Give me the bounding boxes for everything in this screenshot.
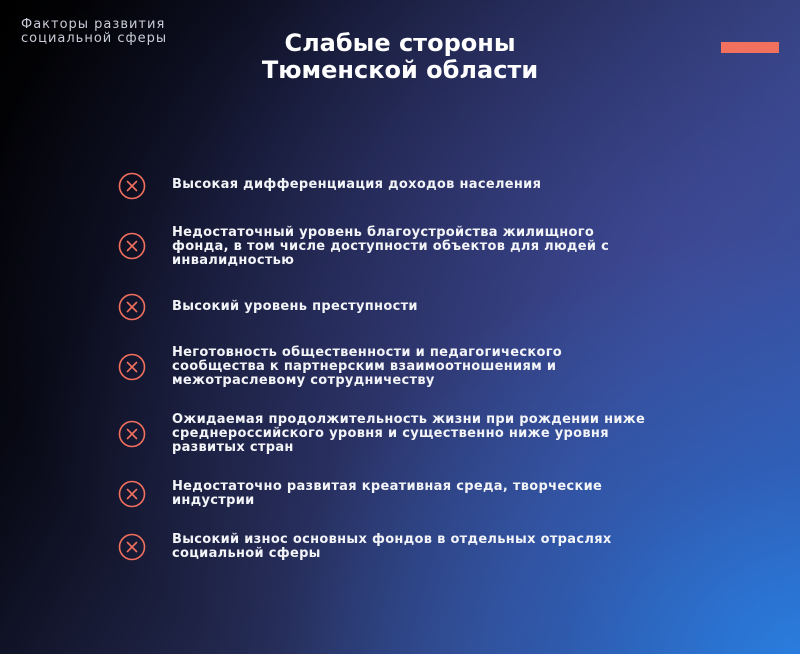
list-item-text: Недостаточный уровень благоустройства жилищного фонда, в том числе доступности объектов для людей с инвалидностью	[172, 225, 610, 268]
x-circle-icon	[118, 353, 146, 381]
brand-line-2: социальной сферы	[21, 31, 168, 46]
x-circle-icon	[118, 293, 146, 321]
brand-line-1: Факторы развития	[21, 17, 166, 32]
list-item-text: Недостаточно развитая креативная среда, творческие индустрии	[172, 479, 603, 508]
title-line-2: Тюменской области	[261, 56, 539, 84]
x-circle-icon	[118, 172, 146, 200]
weakness-list	[118, 0, 698, 654]
title-line-1: Слабые стороны	[284, 29, 516, 57]
x-circle-icon	[118, 232, 146, 260]
list-item-text: Высокий уровень преступности	[172, 299, 418, 314]
x-circle-icon	[118, 420, 146, 448]
list-item-text: Высокая дифференциация доходов населения	[172, 177, 542, 192]
list-item-text: Высокий износ основных фондов в отдельных отраслях социальной сферы	[172, 532, 612, 561]
list-item-text: Неготовность общественности и педагогического сообщества к партнерским взаимоотношениям и межотраслевому сотрудничеству	[172, 345, 563, 388]
x-circle-icon	[118, 533, 146, 561]
list-item-text: Ожидаемая продолжительность жизни при рождении ниже среднероссийского уровня и существенно ниже уровня развитых стран	[172, 412, 646, 455]
x-circle-icon	[118, 480, 146, 508]
